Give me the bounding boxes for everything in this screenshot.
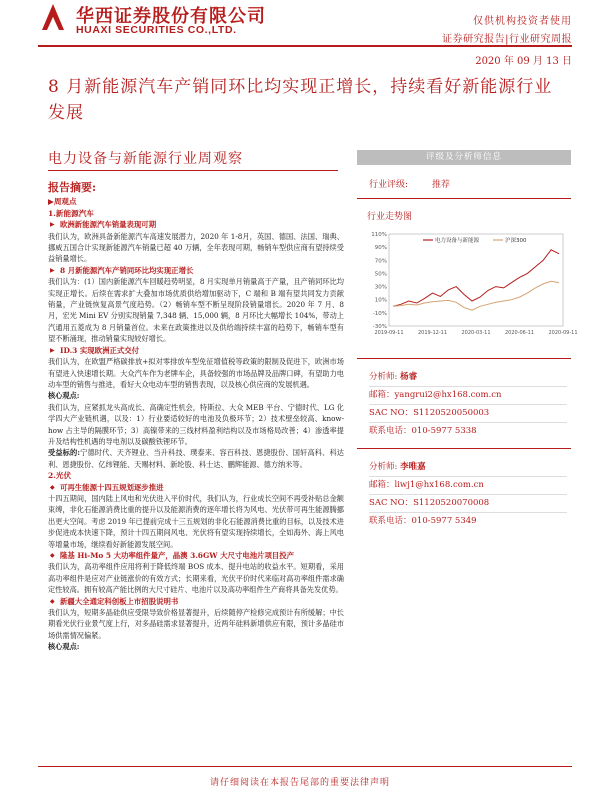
x-tick-label: 2020-06-11 (504, 330, 535, 336)
y-tick-label: -10% (372, 310, 387, 317)
y-tick-label: 50% (374, 271, 387, 278)
analyst-1-email[interactable]: 邮箱：yangrui2@hx168.com.cn (369, 390, 502, 400)
x-tick-label: 2020-09-11 (548, 330, 578, 336)
x-tick-label: 2019-12-11 (417, 330, 448, 336)
pv-plan-text: 十四五期间，国内陆上风电和光伏进入平价时代，我们认为，行业成长空间不再受补贴总金额束缚，非化石能源消费比重的提升以及能源消费的逐年增长将为风电、光伏带可再生能源腾挪出更大空间。考虑 2019 年已提前完成十三五规划的非化石能源消费比重的目标，以及技术进步促进成本快速下降，预计十四五期间风电、光伏将有望实现持续增长，全如海外、海上风电等增量市场，继续看好新能源发展空间。 (48, 493, 344, 549)
ev-august-heading: ▶ 8 月新能源汽车产销同环比均实现正增长 (48, 265, 344, 276)
analyst-1-sac: SAC NO：S1120520050003 (369, 408, 490, 418)
y-tick-label: 70% (374, 258, 387, 265)
report-title: 8 月新能源汽车产销同环比均实现正增长，持续看好新能源行业发展 (48, 77, 553, 123)
sidebar-heading: 评级及分析师信息 (357, 150, 571, 165)
analyst-1 (357, 369, 571, 440)
trend-chart (363, 226, 578, 346)
beneficiary-text: 宁德时代、天齐锂业、当升科技、璞泰来、容百科技、恩捷股份、国轩高科、科达利、恩捷股份、亿纬锂能、天赐材料、新纶股、科士达、鹏辉能源、德方纳米等。 (48, 448, 344, 469)
rating-row (357, 177, 571, 190)
analyst-2-phone: 联系电话：010-5977 5349 (369, 516, 477, 526)
sidebar (357, 150, 578, 530)
id3-text: 我们认为，在欧盟严格碳排放+拟对零排放车型免征增值税等政策的限制及促进下，欧洲市场有望进入快速增长期。大众汽车作为老牌车企，具备较强的市场品牌及品牌口碑，有望助力电动车型的销售与推进，看好大众电动车型的销售表现，以及核心供应商的发展机遇。 (48, 357, 344, 389)
report-subtitle: 电力设备与新能源行业周观察 (48, 151, 243, 167)
legend-label-0: 电力设备与新能源 (435, 238, 480, 244)
ev-august-text: 我们认为：(1）国内新能源汽车回暖趋势明显，8 月实现单月销量高于产量，且产销同环比均实现正增长。后续在需求扩大叠加市场优质供给增加驱动下，C 端和 B 端有望共同发力贡献销量，产业链恢复高景气度趋势。（2）畅销车型不断呈现阶段销量增长。2020 年 7 月、8 月，宏光 Mini EV 分别实现销量 7,348 辆、15,000 辆，8 月环比大幅增长 104%，带动上汽通用五菱成为 8 月销量首位。未来在政策推进以及供给端持续丰富的趋势下，畅销车型有望不断涌现，推动销量实现较好增长。 (48, 277, 344, 344)
x-tick-label: 2019-09-11 (374, 330, 404, 336)
summary-column (48, 182, 344, 653)
analyst-2-name: 李唯嘉 (400, 462, 426, 472)
analyst-2 (357, 459, 571, 530)
tagline: 仅供机构投资者使用 (473, 16, 572, 27)
y-tick-label: 30% (374, 284, 387, 291)
report-date: 2020 年 09 月 13 日 (475, 56, 572, 67)
summary-heading: 报告摘要: (48, 181, 97, 194)
company-name-cn: 华西证券股份有限公司 (76, 6, 266, 27)
analyst-2-email[interactable]: 邮箱：liwj1@hx168.com.cn (369, 480, 484, 490)
ev-europe-heading: ▶ 欧洲新能源汽车销量表现可期 (48, 219, 344, 230)
legal-notice: 请仔细阅读在本报告尾部的重要法律声明 (209, 778, 390, 788)
pv-longi-heading: ◆ 隆基 Hi-Mo 5 大功率组件量产，晶澳 3.6GW 大尺寸电池片项目投产 (48, 550, 344, 561)
core-view-label: 核心观点: (48, 391, 80, 401)
document-type: 证券研究报告|行业研究周报 (442, 34, 572, 45)
trend-chart-title: 行业走势图 (367, 212, 413, 222)
y-tick-label: 90% (374, 245, 387, 252)
pv-plan-heading: ◆ 可再生能源十四五规划逐步推进 (48, 482, 344, 493)
header-divider (38, 45, 572, 47)
y-tick-label: 110% (371, 232, 387, 238)
y-tick-label: -30% (372, 324, 387, 330)
chart-divider (357, 358, 571, 359)
rating-value: 推荐 (432, 180, 451, 190)
x-tick-label: 2020-03-11 (461, 330, 491, 336)
core-view-text: 我们认为，应紧抓龙头高成长、高确定性机会，特斯拉、大众 MEB 平台、宁德时代、LG 化学四大产业链机遇，以及：1）行业要适较好的电池及负极环节；2）技术壁垒较高、know-how 占主导的隔膜环节；3）高镍带来的三线材料盈利结构以及市场格局改善；4）渗透率提升及结构性机遇的导电剂以及碳酸铁锂环节。 (48, 402, 344, 446)
analyst-divider (357, 448, 571, 449)
rating-divider (357, 198, 571, 199)
huaxi-logo-icon (38, 2, 68, 32)
core-view-label-2: 核心观点: (48, 642, 80, 652)
analyst-2-sac: SAC NO：S1120520070008 (369, 498, 490, 508)
y-tick-label: 10% (374, 297, 387, 304)
company-name-en: HUAXI SECURITIES CO.,LTD. (76, 24, 237, 36)
section-ev-heading: 1.新能源汽车 (48, 208, 94, 218)
footer-divider (38, 766, 572, 767)
pv-daqo-text: 我们认为，短期多晶硅供应受限导致价格显著提升，后续随停产检修完成预计有所缓解；中长期看光伏行业景气度上行，对多晶硅需求显著提升，近两年硅料新增供应有限，预计多晶硅市场供需情况偏紧。 (48, 608, 344, 640)
analyst-2-label: 分析师: (369, 462, 398, 472)
id3-heading: ▶ ID.3 实现欧洲正式交付 (48, 345, 344, 356)
pv-daqo-heading: ◆ 新疆大全通定科创板上市招股说明书 (48, 596, 344, 607)
legend-label-1: 沪深300 (505, 238, 527, 244)
weekly-view-heading: ▶周观点 (48, 197, 77, 207)
pv-longi-text: 我们认为，高功率组件应用将利于降低终端 BOS 成本、提升电站的收益水平。短期看，采用高功率组件是应对产业链涨价的有效方式；长期来看，光伏平价时代来临对高功率组件需求确定性较高。拥有较高产能比例的大尺寸硅片、电池片以及高功率组件生产商将具备先发优势。 (48, 562, 344, 595)
header (0, 0, 600, 52)
analyst-1-name: 杨睿 (400, 372, 418, 382)
series-line-0 (393, 250, 559, 306)
analyst-1-phone: 联系电话：010-5977 5338 (369, 426, 477, 436)
chart-plot-area (389, 234, 563, 326)
subtitle-divider (48, 170, 338, 171)
section-pv-heading: 2.光伏 (48, 471, 72, 481)
ev-europe-text: 我们认为，欧洲具备新能源汽车高速发展潜力，2020 年 1-8月，英国、德国、法国、瑞典、挪威五国合计实现新能源汽车销量已超 40 万辆，全年表现可期，畅销车型供应商有望持续受益销量增长。 (48, 231, 344, 264)
beneficiary-label: 受益标的: (48, 448, 80, 458)
rating-label: 行业评级: (369, 180, 409, 190)
series-line-1 (393, 281, 559, 310)
analyst-1-label: 分析师: (369, 372, 398, 382)
